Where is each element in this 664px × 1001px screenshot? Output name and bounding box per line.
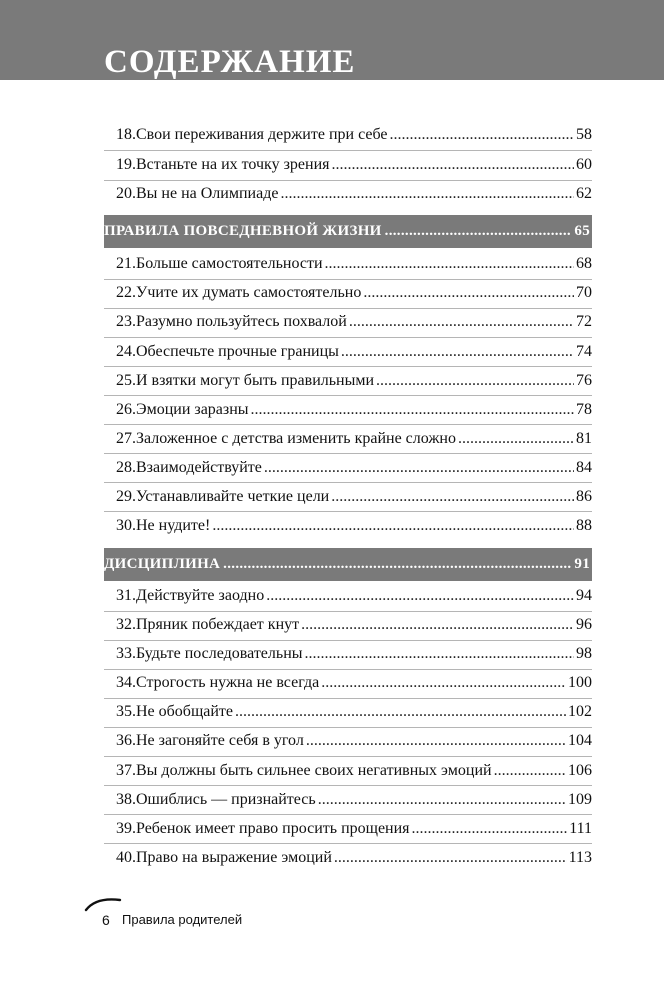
dot-leader xyxy=(301,614,574,636)
row-divider xyxy=(104,611,592,612)
dot-leader xyxy=(264,457,574,479)
entry-title: Обеспечьте прочные границы xyxy=(136,343,339,360)
dot-leader xyxy=(458,428,574,450)
entry-number: 36. xyxy=(116,732,136,749)
entry-title: Вы не на Олимпиаде xyxy=(136,185,279,202)
entry-number: 18. xyxy=(116,126,136,143)
row-divider xyxy=(104,180,592,181)
dot-leader xyxy=(306,730,566,752)
dot-leader xyxy=(235,701,566,723)
toc-entry[interactable] xyxy=(104,311,592,333)
entry-number: 25. xyxy=(116,372,136,389)
row-divider xyxy=(104,453,592,454)
dot-leader xyxy=(321,672,566,694)
entry-page: 106 xyxy=(568,762,592,779)
entry-number: 28. xyxy=(116,459,136,476)
toc-entry[interactable] xyxy=(104,789,592,811)
toc-entry[interactable] xyxy=(104,399,592,421)
toc-entry[interactable] xyxy=(104,515,592,537)
dot-leader xyxy=(363,282,574,304)
entry-page: 104 xyxy=(568,732,592,749)
toc-entry[interactable] xyxy=(104,486,592,508)
dot-leader xyxy=(318,789,566,811)
entry-page: 74 xyxy=(576,343,592,360)
page-title: СОДЕРЖАНИЕ xyxy=(104,44,356,80)
dot-leader xyxy=(412,818,568,840)
entry-page: 58 xyxy=(576,126,592,143)
row-divider xyxy=(104,756,592,757)
entry-title: Взаимодействуйте xyxy=(136,459,262,476)
entry-title: Вы должны быть сильнее своих негативных эмоций xyxy=(136,762,492,779)
entry-number: 34. xyxy=(116,674,136,691)
section-heading[interactable] xyxy=(104,215,590,248)
entry-title: Будьте последовательны xyxy=(136,645,303,662)
toc-entry[interactable] xyxy=(104,124,592,146)
row-divider xyxy=(104,727,592,728)
entry-number: 21. xyxy=(116,255,136,272)
entry-number: 27. xyxy=(116,430,136,447)
entry-number: 38. xyxy=(116,791,136,808)
entry-title: Ребенок имеет право просить прощения xyxy=(136,820,410,837)
toc-entry[interactable] xyxy=(104,183,592,205)
section-page: 65 xyxy=(574,223,590,239)
dot-leader xyxy=(334,847,567,869)
entry-title: Не обобщайте xyxy=(136,703,234,720)
entry-number: 30. xyxy=(116,517,136,534)
entry-number: 35. xyxy=(116,703,136,720)
entry-number: 40. xyxy=(116,849,136,866)
toc-entry[interactable] xyxy=(104,643,592,665)
entry-page: 98 xyxy=(576,645,592,662)
toc-entry[interactable] xyxy=(104,760,592,782)
toc-entry[interactable] xyxy=(104,701,592,723)
entry-page: 60 xyxy=(576,156,592,173)
entry-title: Встаньте на их точку зрения xyxy=(136,156,330,173)
entry-title: Ошиблись — признайтесь xyxy=(136,791,316,808)
entry-title: Не загоняйте себя в угол xyxy=(136,732,304,749)
toc-entry[interactable] xyxy=(104,282,592,304)
entry-page: 76 xyxy=(576,372,592,389)
toc-entry[interactable] xyxy=(104,585,592,607)
entry-page: 111 xyxy=(569,820,592,837)
row-divider xyxy=(104,366,592,367)
dot-leader xyxy=(341,341,574,363)
row-divider xyxy=(104,395,592,396)
entry-number: 23. xyxy=(116,313,136,330)
entry-page: 109 xyxy=(568,791,592,808)
entry-page: 86 xyxy=(576,488,592,505)
dot-leader xyxy=(385,223,572,240)
section-page: 91 xyxy=(574,556,590,572)
dot-leader xyxy=(349,311,574,333)
dot-leader xyxy=(390,124,575,146)
toc-entry[interactable] xyxy=(104,341,592,363)
row-divider xyxy=(104,424,592,425)
entry-title: Пряник побеждает кнут xyxy=(136,616,300,633)
entry-page: 102 xyxy=(568,703,592,720)
entry-page: 62 xyxy=(576,185,592,202)
toc-entry[interactable] xyxy=(104,370,592,392)
entry-title: Действуйте заодно xyxy=(136,587,265,604)
row-divider xyxy=(104,843,592,844)
toc-entry[interactable] xyxy=(104,818,592,840)
entry-page: 113 xyxy=(568,849,592,866)
dot-leader xyxy=(332,154,575,176)
entry-number: 26. xyxy=(116,401,136,418)
entry-title: Не нудите! xyxy=(136,517,211,534)
dot-leader xyxy=(376,370,574,392)
dot-leader xyxy=(280,183,574,205)
entry-number: 31. xyxy=(116,587,136,604)
row-divider xyxy=(104,640,592,641)
dot-leader xyxy=(251,399,574,421)
entry-page: 70 xyxy=(576,284,592,301)
entry-number: 39. xyxy=(116,820,136,837)
entry-page: 84 xyxy=(576,459,592,476)
toc-entry[interactable] xyxy=(104,672,592,694)
entry-page: 81 xyxy=(576,430,592,447)
entry-page: 94 xyxy=(576,587,592,604)
footer-book-title: Правила родителей xyxy=(122,912,243,927)
dot-leader xyxy=(212,515,574,537)
entry-page: 72 xyxy=(576,313,592,330)
dot-leader xyxy=(325,253,574,275)
entry-number: 20. xyxy=(116,185,136,202)
row-divider xyxy=(104,511,592,512)
entry-number: 19. xyxy=(116,156,136,173)
dot-leader xyxy=(266,585,574,607)
toc-entry[interactable] xyxy=(104,614,592,636)
toc-entry[interactable] xyxy=(104,253,592,275)
entry-title: Заложенное с детства изменить крайне сложно xyxy=(136,430,456,447)
dot-leader xyxy=(223,556,571,573)
dot-leader xyxy=(331,486,574,508)
row-divider xyxy=(104,785,592,786)
entry-title: Эмоции заразны xyxy=(136,401,249,418)
entry-number: 22. xyxy=(116,284,136,301)
entry-title: Свои переживания держите при себе xyxy=(136,126,388,143)
toc-entry[interactable] xyxy=(104,847,592,869)
entry-number: 24. xyxy=(116,343,136,360)
row-divider xyxy=(104,814,592,815)
toc-entry[interactable] xyxy=(104,730,592,752)
section-heading[interactable] xyxy=(104,548,590,581)
entry-page: 78 xyxy=(576,401,592,418)
entry-page: 88 xyxy=(576,517,592,534)
entry-title: Устанавливайте четкие цели xyxy=(136,488,330,505)
entry-page: 100 xyxy=(568,674,592,691)
row-divider xyxy=(104,482,592,483)
footer-page-number: 6 xyxy=(102,912,110,928)
entry-title: Строгость нужна не всегда xyxy=(136,674,320,691)
toc-entry[interactable] xyxy=(104,428,592,450)
dot-leader xyxy=(494,760,566,782)
section-title: ПРАВИЛА ПОВСЕДНЕВНОЙ ЖИЗНИ xyxy=(104,223,382,239)
entry-number: 32. xyxy=(116,616,136,633)
entry-title: Разумно пользуйтесь похвалой xyxy=(136,313,347,330)
section-title: ДИСЦИПЛИНА xyxy=(104,556,221,572)
entry-title: Учите их думать самостоятельно xyxy=(136,284,362,301)
entry-number: 37. xyxy=(116,762,136,779)
row-divider xyxy=(104,698,592,699)
row-divider xyxy=(104,308,592,309)
toc-entry[interactable] xyxy=(104,457,592,479)
dot-leader xyxy=(305,643,575,665)
row-divider xyxy=(104,279,592,280)
entry-page: 68 xyxy=(576,255,592,272)
footer-arc-ornament xyxy=(84,896,124,912)
row-divider xyxy=(104,669,592,670)
entry-number: 33. xyxy=(116,645,136,662)
row-divider xyxy=(104,337,592,338)
entry-page: 96 xyxy=(576,616,592,633)
entry-title: Право на выражение эмоций xyxy=(136,849,332,866)
entry-title: И взятки могут быть правильными xyxy=(136,372,375,389)
entry-number: 29. xyxy=(116,488,136,505)
row-divider xyxy=(104,150,592,151)
entry-title: Больше самостоятельности xyxy=(136,255,323,272)
toc-entry[interactable] xyxy=(104,154,592,176)
